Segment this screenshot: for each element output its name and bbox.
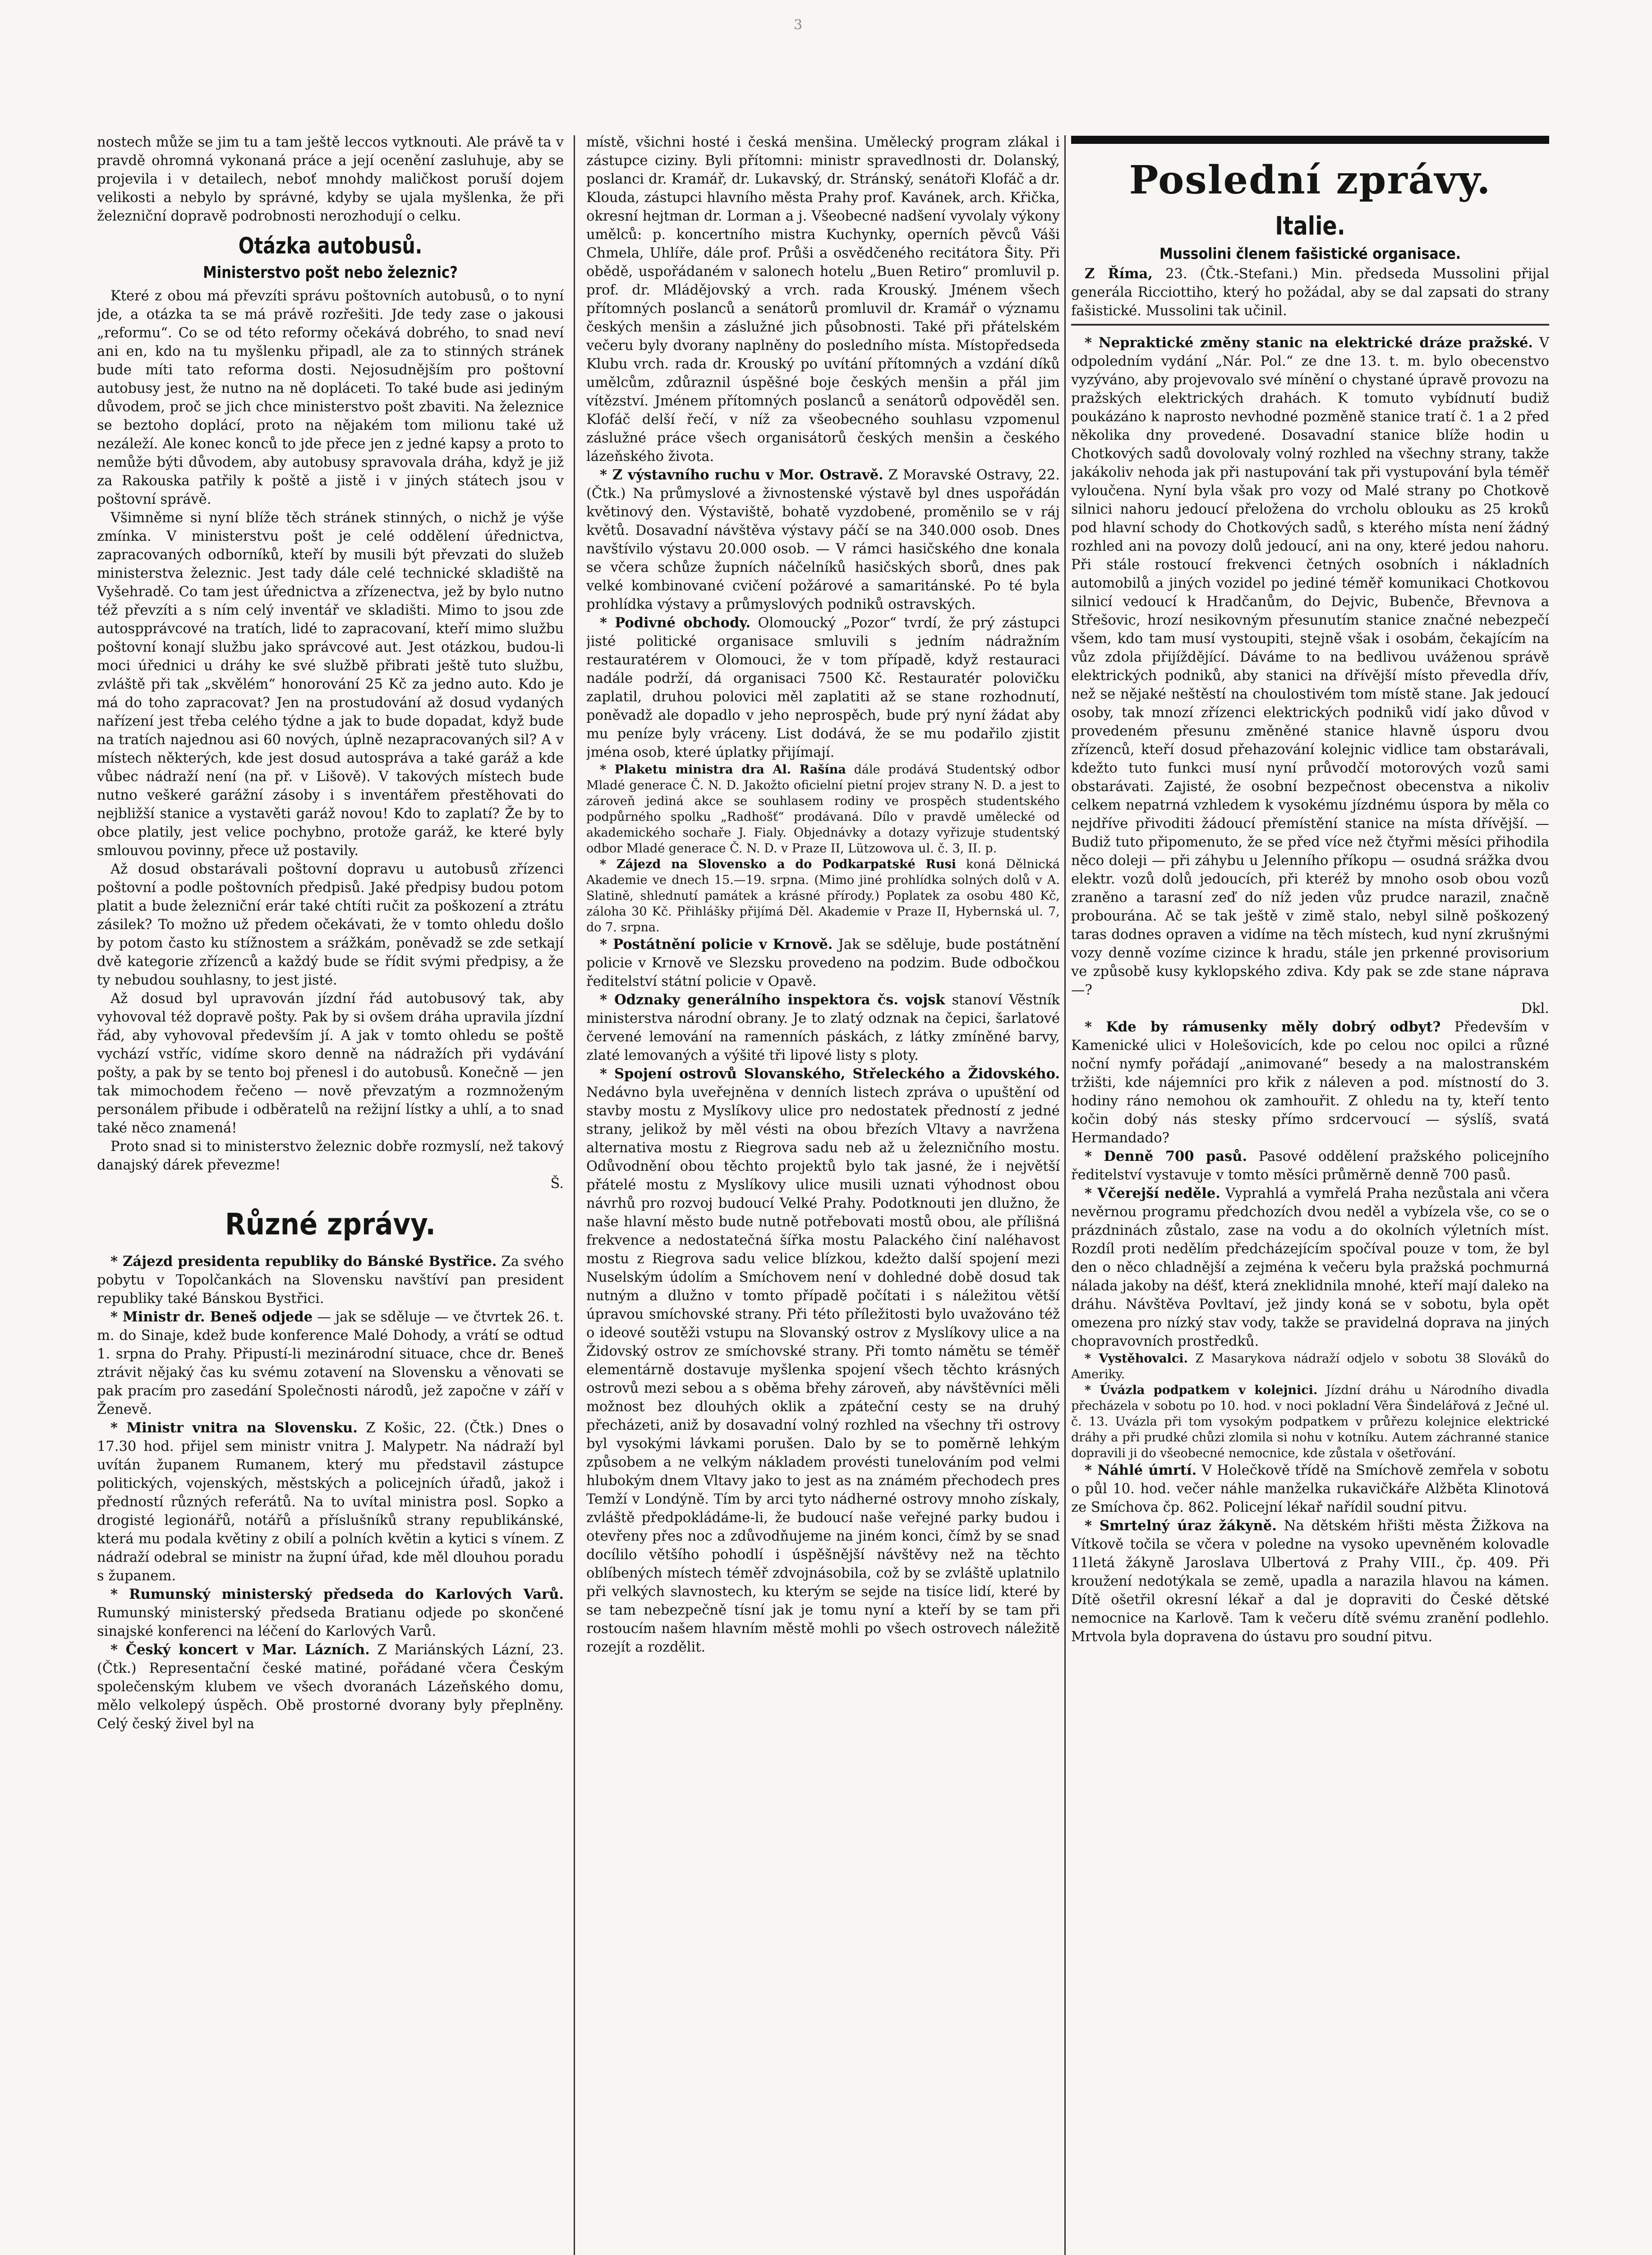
page-mark: 3 [794, 17, 803, 33]
news-item [97, 1308, 564, 1419]
news-item-lead: Včerejší neděle. [1097, 1185, 1220, 1201]
news-item [1071, 1018, 1549, 1147]
news-item-lead: Plaketu ministra dra Al. Rašína [614, 763, 846, 777]
news-item-lead: Podivné obchody. [615, 615, 751, 631]
section-masthead: Poslední zprávy. [1129, 157, 1491, 203]
news-item-lead: Kde by rámusenky měly dobrý odbyt? [1106, 1019, 1441, 1035]
news-item [97, 1585, 564, 1641]
news-item-text: Z Masarykova nádraží odjelo v sobotu 38 Slováků do Ameriky. [1071, 1352, 1549, 1381]
news-item [586, 762, 1060, 856]
news-item-text: dále prodává Studentský odbor Mladé generace Č. N. D. Jakožto oficielní pietní projev strany N. D. a jest to zároveň jediná akce se souhlasem rodiny ve prospěch studentského podpůrného spolku „Radhošť“ prodávaná. Dílo v pravdě umělecké od akademického sochaře J. Fialy. Objednávky a dotazy vyřizuje studentský odbor Mladé generace Č. N. D. v Praze II, Lützowova ul. č. 3, II. p. [586, 763, 1060, 856]
continued-paragraph: místě, všichni hosté i česká menšina. Umělecký program zlákal i zástupce ciziny. Byli přítomni: ministr spravedlnosti dr. Dolanský, poslanci dr. Kramář, dr. Lukavský, dr. Stránský, senátoři Klofáč a dr. Klouda, zástupci hlavního města Prahy prof. Kavánek, arch. Křička, okresní hejtman dr. Lorman a j. Všeobecné nadšení vyvolaly výkony umělců: p. koncertního mistra Kuchynky, operních pěvců Váši Chmela, Uhlíře, dále prof. Průši a osvědčeného recitátora Šity. Při obědě, uspořádaném v salonech hotelu „Buen Retiro“ promluvil p. prof. dr. Mládějovský a vrch. rada Krouský. Jménem všech přítomných poslanců a senátorů promluvil dr. Kramář o významu českých menšin a záslužné jich působnosti. Také při přátelském večeru byly dvorany naplněny do posledního místa. Místopředseda Klubu vrch. rada dr. Krouský po uvítání přítomných a vzdání díků umělcům, zdůraznil úspěšné boje českých menšin a přál jim vítězství. Jménem přítomných poslanců a senátorů odpověděl sen. Klofáč delší řečí, v níž za všeobecného souhlasu vzpomenul záslužné práce všech organisátorů českých menšin a českého lázeňského života. [586, 134, 1060, 465]
news-item-text: Jízdní dráhu u Národního divadla přecházela v sobotu po 10. hod. v noci pokladní Věra Šindelářová z Ječné ul. č. 13. Uvázla při tom vysokým podpatkem v průřezu kolejnice elektrické dráhy a při prudké chůzi zlomila si nohu v kotníku. Autem záchranné stanice dopravili ji do všeobecné nemocnice, kde zůstala v ošetřování. [1071, 1383, 1549, 1460]
news-item-text: stanoví Věstník ministerstva národní obrany. Je to zlatý odznak na čepici, šarlatové červené lemování na ramenních páskách, z látky zmíněné barvy, zlaté lemovaných a výšité tři lipové listy s ploty. [586, 992, 1060, 1063]
news-item-lead: Nepraktické změny stanic na elektrické dráze pražské. [1098, 335, 1533, 351]
news-item-lead: Spojení ostrovů Slovanského, Střeleckého a Židovského. [614, 1066, 1060, 1082]
section-divider [1071, 324, 1549, 326]
news-item [586, 856, 1060, 935]
dateline: Z Říma, [1085, 266, 1153, 282]
news-item-lead: Denně 700 pasů. [1104, 1148, 1247, 1164]
column-2 [586, 133, 1060, 2255]
article-paragraph: Proto snad si to ministerstvo železnic dobře rozmyslí, než takový danajský dárek převezme! [97, 1139, 564, 1173]
news-item [1071, 1147, 1549, 1184]
news-item-text: Vyprahlá a vymřelá Praha nezůstala ani včera nevěrnou programu předchozích dvou neděl a vybízela vše, co se o prázdninách zůstalo, zase na vodu a do okolních výletních míst. Rozdíl proti nedělím předcházejícím spočíval pouze v tom, že byl den o něco chladnější a zejména k večeru byla pražská pochmurná nálada jakoby na déšť, která zneklidnila mnohé, kteří mají daleko na dráhu. Návštěva Povltaví, jež jindy koná se v sobotu, byla opět omezena pro nízký stav vody, takže se pravidelná doprava na jiných chopravovních prostředků. [1071, 1186, 1549, 1349]
news-item-lead: Smrtelný úraz žákyně. [1099, 1518, 1277, 1534]
news-item-lead: Postátnění policie v Krnově. [613, 936, 833, 953]
news-item [1071, 1351, 1549, 1382]
article-subtitle: Mussolini členem fašistické organisace. [1159, 245, 1461, 263]
news-item-text: Pasové oddělení pražského policejního ředitelství vystavuje v tomto měsíci průměrně denně 700 pasů. [1071, 1149, 1549, 1183]
news-item-lead: Český koncert v Mar. Lázních. [125, 1642, 370, 1658]
news-item-lead: Ministr dr. Beneš odjede [122, 1309, 313, 1325]
news-item [586, 935, 1060, 991]
article-paragraph: Které z obou má převzíti správu poštovních autobusů, o to nyní jde, a otázka ta se má právě rozřešiti. Jde tedy zase o jakousi „reformu“. Co se od této reformy očekává dobrého, to snad neví ani en, kdo na tu myšlenku připadl, ale za to stinných stránek bude míti tato reforma dosti. Nejosudnějším pro poštovní autobusy jest, že nutno na ně dopláceti. To také bude asi jediným důvodem, proč se jich chce ministerstvo pošt zbaviti. Na železnice se beztoho doplácí, proto na nějakém tom milionu také už nezáleží. Ale konec konců to jde přece jen z jedné kapsy a proto to nemůže býti důvodem, aby autobusy spravovala dráha, když je již za Rakouska patřily k poště a jistě i v jiných státech jsou v poštovní správě. [97, 288, 564, 507]
news-item-text: Jak se sděluje, bude postátnění policie v Krnově ve Slezsku provedeno na podzim. Bude odbočkou ředitelství státní policie v Opavě. [586, 937, 1060, 989]
news-item-text: V odpoledním vydání „Nár. Pol.“ ze dne 13. t. m. bylo obecenstvo vyzýváno, aby projevovalo své mínění o chystané úpravě provozu na pražských elektrických drahách. K tomuto vybídnutí budiž poukázáno k naprosto nevhodné pozměně stanice tratí č. 1 a 2 před několika dny provedené. Dosavadní stanice blíže hodin u Chotkových sadů dovolovaly volný rozhled na všechny strany, takže jakákoliv nehoda jak při nastupování tak při vystupování byla téměř vyloučena. Nyní byla však pro vozy od Malé strany po Chotkově silnici nahoru jedoucí přeložena do vrcholu oblouku as 25 kroků pod hlavní schody do Chotkových sadů, s kterého místa není žádný rozhled ani na povozy dolů jedoucí, ani na ony, které jedou nahoru. Při stále rostoucí frekvenci četných osobních i nákladních automobilů a jiných vozidel po jediné téměř komunikaci Chotkovou silnicí vedoucí k Hradčanům, do Dejvic, Bubenče, Břevnova a Střešovic, hrozí nesikovným přesunutím stanice značné nebezpečí všem, kdo tam musí vystoupiti, stejně však i osobám, čekajícím na vůz zdola přijíždějící. Dáváme to na bedlivou uváženou správě elektrických podniků, aby stanici na dřívější místo převedla dřív, než se nějaké neštěstí na choulostivém tom místě stane. Jak jedoucí osoby, tak mnozí zřízenci elektrických podniků vidí jako důvod v provedeném přesunu změněné stanice hlavně úsporu dvou zřízenců, kteří dosud přehazování kolejnic vidlice tam obstarávali, kdežto tuto funkci musí nyní průvodčí motorových vozů sami obstarávati. Zajisté, že osobní bezpečnost obecenstva a nikoliv celkem nepatrná vzhledem k vysokému jízdnému úspora by měla co nejdříve přivoditi žádoucí přemístění stanice na místa dřívější. — Budiž tuto připomenuto, že se před více než čtyřmi měsíci přihodila něco doleji — při záhybu u Jelenního příkopu — osudná srážka dvou elektr. vozů dolů jedoucích, při kteréž by mnoho osob obou vozů zraněno a tarasní zeď do níž jeden vůz prudce narazil, značně probourána. Ač se tak ještě v zimě stalo, nebyl silně poškozený taras dodnes opraven a vidíme na těch místech, kud nyní zkrušnými vozy denně vozíme cizince k hradu, stále jen prkenné provisorium ve způsobě kusy kyklopského zdiva. Kdy pak se zde stane náprava —? [1071, 335, 1549, 998]
news-item-lead: Vystěhovalci. [1099, 1352, 1188, 1366]
news-item [1071, 1184, 1549, 1351]
column-divider [1064, 135, 1066, 2255]
news-item [97, 1252, 564, 1308]
news-item-text: Především v Kamenické ulici v Holešovicích, kde po celou noc opilci a různé noční nymfy pořádají „animované“ besedy a na malostranském tržišti, kde nájemníci pro křik z náleven a pod. místností do 3. hodiny ráno nemohou ok zamhouřit. Z ohledu na ty, kteří tento kočin dobý nás stesky přímo srdcervoucí — sýslíš, svatá Hermandado? [1071, 1019, 1549, 1146]
news-item [586, 466, 1060, 614]
news-item-lead: Zájezd presidenta republiky do Bánské Bystřice. [123, 1253, 497, 1270]
column-3 [1071, 133, 1549, 2255]
article-signature: Dkl. [1521, 1001, 1549, 1017]
column-divider [574, 135, 575, 2255]
news-item-text: V Holečkově třídě na Smíchově zemřela v sobotu o půl 10. hod. večer náhle manželka rukavičkáře Alžběta Klinotová ze Smíchova čp. 862. Policejní lékař nařídil soudní pitvu. [1071, 1463, 1549, 1515]
article-subtitle: Ministerstvo pošt nebo železnic? [203, 263, 458, 282]
news-item-text: Z Košic, 22. (Čtk.) Dnes o 17.30 hod. přijel sem ministr vnitra J. Malypetr. Na nádraží byl uvítán županem Rumanem, který mu představil zástupce politických, vojenských, městských a policejních úřadů, jakož i předností různých referátů. Na to uvítal ministra posl. Sopko a drogisté legionářů, notářů a příslušníků strany republikánské, která mu podala květiny z obilí a polních květin a kytici s vínem. Z nádraží odebral se ministr na župní úřad, kde měl dlouhou poradu s županem. [97, 1420, 564, 1584]
news-item [586, 1065, 1060, 1657]
article-signature: Š. [550, 1176, 564, 1192]
news-item-lead: Ministr vnitra na Slovensku. [126, 1420, 358, 1436]
news-item-text: Na dětském hřišti města Žižkova na Vítkově točila se včera v poledne na vysoko upevněném kolovadle 11letá žákyně Jaroslava Ulbertová z Prahy VIII., čp. 409. Při kroužení nedotýkala se země, upadla a narazila hlavou na kámen. Dítě ošetřil okresní lékař a dal je dopraviti do České dětské nemocnice na Karlově. Tam k večeru dítě svému zranění podlehlo. Mrtvola byla dopravena do ústavu pro soudní pitvu. [1071, 1518, 1549, 1645]
country-heading: Italie. [1275, 212, 1345, 241]
news-item-text: Z Moravské Ostravy, 22. (Čtk.) Na průmyslové a živnostenské výstavě byl dnes uspořádán květinový den. Výstaviště, bohatě vyzdobené, proměnilo se v ráj květů. Dosavadní návštěva výstavy páčí se na 340.000 osob. Dnes navštívilo výstavu 20.000 osob. — V rámci hasičského dne konala se včera schůze župních náčelníků hasičských sborů, dnes pak velké kombinované cvičení požárové a samaritánské. Po té byla prohlídka výstavy a průmyslových podniků ostravských. [586, 467, 1060, 612]
news-item [586, 614, 1060, 762]
news-item-text: koná Dělnická Akademie ve dnech 15.—19. srpna. (Mimo jiné prohlídka solných dolů v A. Slatině, shlednutí památek a krásné přírody.) Poplatek za osobu 480 Kč, záloha 30 Kč. Přihlášky přijímá Děl. Akademie v Praze II, Hybernská ul. 7, do 7. srpna. [586, 857, 1060, 934]
article-paragraph: Všimněme si nyní blíže těch stránek stinných, o nichž je výše zmínka. V ministerstvu pošt je celé oddělení úřednictva, zapracovaných odborníků, kteří by musili být převzati do služeb ministerstva železnic. Jest tady dále celé technické skladiště na Vyšehradě. Co tam jest úřednictva a zřízenectva, jež by bylo nutno též převzíti a s ním celý inventář ve skladišti. Mimo to jsou zde autospprávcové na tratích, lidé to zapracovaní, kteří mimo službu poštovní konají službu jako správcové aut. Jest otázkou, budou-li moci úřednici u dráhy ke své službě přibrati ještě tuto službu, zvláště při tak „skvělém“ honorování 25 Kč za jedno auto. Kdo je má do toho zapracovat? Jen na prostudování až dosud vydaných nařízení jest třeba celého týdne a jak to bude dopadat, když bude na tratích najednou asi 60 nových, úplně nezapracovaných sil? A v místech některých, kde jest dosud autospráva a také garáž a kde vůbec nádraží není (na př. v Lišově). V takových místech bude nutno veškeré garážní zásoby i s inventářem přestěhovati do nejbližší stanice a vystavěti garáž novou! Kdo to zaplatí? Že by to obce platily, jest velice pochybno, protože garáž, ke které byly smlouvou povinny, přece už postavily. [97, 510, 564, 859]
masthead-rule-top [1071, 136, 1549, 144]
news-item-lead: Odznaky generálního inspektora čs. vojsk [614, 992, 945, 1008]
news-item-text: Za svého pobytu v Topolčankách na Slovensku navštíví pan president republiky také Bánskou Bystřici. [97, 1254, 564, 1307]
news-item-text: Z Mariánských Lázní, 23. (Čtk.) Representační české matiné, pořádané včera Českým společenským klubem ve všech dvoranách Lázeňského domu, mělo velkolepý úspěch. Obě prostorné dvorany byly přeplněny. Celý český živel byl na [97, 1642, 564, 1732]
news-item-lead: Náhlé úmrtí. [1097, 1462, 1197, 1478]
news-item [1071, 1461, 1549, 1517]
news-item-text: — jak se sděluje — ve čtvrtek 26. t. m. do Sinaje, kdež bude konference Malé Dohody, a vrátí se odtud 1. srpna do Prahy. Připustí-li mezinárodní situace, chce dr. Beneš ztrávit nějaký čas ku svému zotavení na Slovensku a věnovati se pak pracím pro zasedání Společnosti národů, jež započne v září v Ženevě. [97, 1309, 564, 1417]
news-item-lead: Úvázla podpatkem v kolejnici. [1100, 1383, 1318, 1397]
news-item [1071, 1382, 1549, 1461]
article-paragraph [1071, 265, 1549, 320]
news-item [586, 991, 1060, 1065]
news-item [97, 1419, 564, 1585]
section-title: Různé zprávy. [225, 1207, 436, 1242]
news-item [1071, 1517, 1549, 1646]
news-item [97, 1641, 564, 1733]
news-item [1071, 334, 1549, 999]
news-item-text: Olomoucký „Pozor“ tvrdí, že prý zástupci jisté politické organisace smluvili s jedním nádražním restauratérem v Olomouci, že v tom případě, když restauraci nadále podrží, dá organisaci 7500 Kč. Restauratér polovičku zaplatil, druhou polovici měl zaplatiti až se stane rozhodnutí, poněvadž ale dopadlo v jeho neprospěch, bude prý nyní žádat aby mu peníze byly vráceny. List dodává, že se mu podařilo zjistit jména osob, které úplatky přijímají. [586, 615, 1060, 760]
news-item-text: Nedávno byla uveřejněna v denních listech zpráva o upuštění od stavby mostu z Myslíkovy ulice pro nedostatek předností z jedné strany, jelikož by měl vésti na obou březích Vltavy a navržena alternativa mostu z Riegrova sadu neb až u železničního mostu. Odůvodnění obou těchto projektů bylo tak jasné, že i největší přátelé mostu z Myslíkovy ulice musili uznati výhodnost obou návrhů pro rozvoj budoucí Velké Prahy. Podotknouti jen dlužno, že naše hlavní město bude nutně potřebovati mostů obou, ale přílišná frekvence a nedostatečná šířka mostu Palackého činí naléhavost mostu z Riegrova sadu velice blízkou, kdežto další spojení mezi Nuselským údolím a Smíchovem není v dohledné době dosud tak nutným a dlužno v tomto případě počítati i s náležitou větší úpravou smíchovské strany. Při této příležitosti bylo uvažováno též o ideové soutěži vstupu na Slovanský ostrov z Myslíkovy ulice a na Židovský ostrov ze smíchovské strany. Při tomto námětu se téměř elementárně dostavuje myšlenka spojení všech těchto krásných ostrovů mezi sebou a s oběma břehy zároveň, aby návštěvníci měli možnost bez dlouhých oklik a zpáteční cesty se na druhý přecházeti, aniž by dosavadní volný rozhled na všechny tři ostrovy byl vysokými lávkami porušen. Dalo by se to poměrně lehkým způsobem a ne velkým nákladem provésti tunelováním pod velmi hlubokým dnem Vltavy jako to jest as na známém přechodech pres Temží v Londýně. Tím by arci tyto nádherné ostrovy mnoho získaly, zvláště předpokládáme-li, že budoucí naše veřejné parky budou i otevřeny přes noc a zdůvodňujeme na jiném konci, čímž by se snad docílilo většího pohodlí i úspěšnější návštěvy než na těchto oblíbených místech téměř zdvojnásobila, což by se zvláště uplatnilo při velkých slavnostech, ku kterým se sejde na tisíce lidí, které by se tam nebezpečně tísní jak je tomu nyní a kteří by se tam při rostoucím našem hlavním městě mohli po všech ostrovech náležitě rozejít a rozdělit. [586, 1085, 1060, 1655]
column-1 [97, 133, 564, 2255]
article-paragraph: Až dosud byl upravován jízdní řád autobusový tak, aby vyhovoval též dopravě pošty. Pak by si ovšem dráha upravila jízdní řád, aby vyhovoval především jí. A jak v tomto ohledu se poště vychází vstříc, vidíme skoro denně na nádražích při vydávání pošty, a pak by se tento boj přenesl i do autobusů. Konečně — jen tak mimochodem řečeno — nově převzatým a rozmnoženým personálem přibude i odběratelů na režijní lístky a uhlí, a to snad také něco znamená! [97, 991, 564, 1136]
news-item-lead: Rumunský ministerský předseda do Karlových Varů. [129, 1586, 564, 1602]
news-item-lead: Z výstavního ruchu v Mor. Ostravě. [612, 467, 884, 483]
news-item-lead: Zájezd na Slovensko a do Podkarpatské Rusi [616, 857, 957, 871]
continued-paragraph: nostech může se jim tu a tam ještě leccos vytknouti. Ale právě ta v pravdě ohromná vykonaná práce a její ocenění zasluhuje, aby se projevila i v detailech, neboť mnohdy maličkost poruší dojem velikosti a nebylo by správné, kdyby se ujala myšlenka, že při železniční dopravě podrobnosti nerozhodují o celku. [97, 134, 564, 224]
article-paragraph: Až dosud obstarávali poštovní dopravu u autobusů zřízenci poštovní a podle poštovních předpisů. Jaké předpisy budou potom platit a bude železniční erár také chtíti ručit za poškození a ztrátu zásilek? To možno už předem očekávati, že v tomto ohledu došlo by potom často ku stížnostem a srážkám, poněvadž se zde setkají dvě kategorie zřízenců a každý bude se řídit svými předpisy, a že ty nebudou souhlasny, to jest jisté. [97, 861, 564, 988]
article-text: 23. (Čtk.-Stefani.) Min. předseda Mussolini přijal generála Ricciottiho, který ho požádal, aby se dal zapsati do strany fašistické. Mussolini tak učinil. [1071, 266, 1549, 319]
article-title: Otázka autobusů. [238, 233, 423, 259]
news-item-text: Rumunský ministerský předseda Bratianu odjede po skončené sinajské konferenci na léčení do Karlových Varů. [97, 1605, 564, 1639]
